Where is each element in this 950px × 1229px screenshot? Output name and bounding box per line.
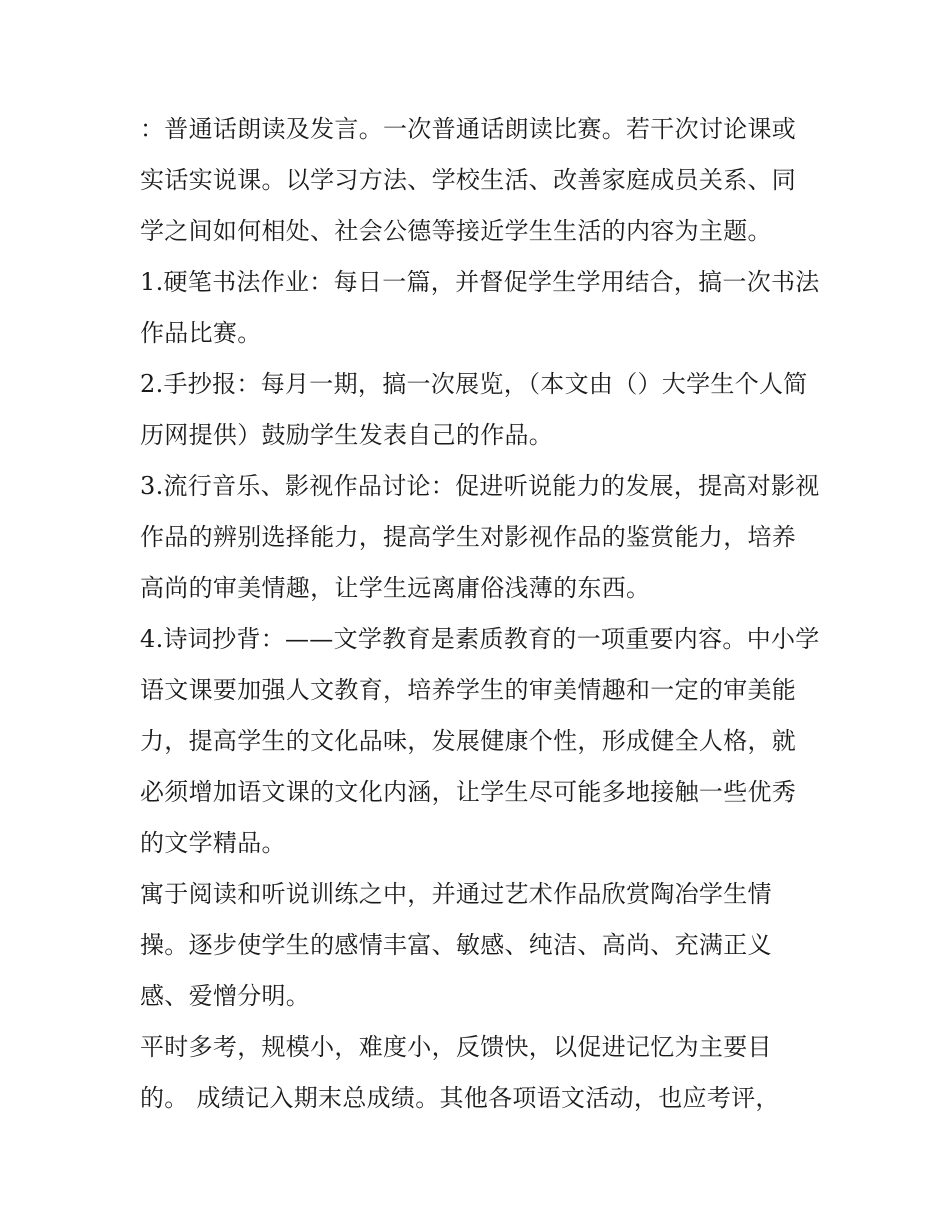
paragraph-poetry-recitation: 4.诗词抄背：——文学教育是素质教育的一项重要内容。中小学语文课要加强人文教育，培养学生的审美情趣和一定的审美能力，提高学生的文化品味，发展健康个性，形成健全人格，就必须增加语文课的文化内涵，让学生尽可能多地接触一些优秀的文学精品。 xyxy=(140,625,820,857)
paragraph-handwritten-newspaper: 2.手抄报：每月一期，搞一次展览，（本文由（）大学生个人简历网提供）鼓励学生发表自己的作品。 xyxy=(140,370,808,449)
paragraph-assessment: 平时多考，规模小，难度小，反馈快，以促进记忆为主要目的。 成绩记入期末总成绩。其他各项语文活动，也应考评， xyxy=(140,1033,780,1112)
paragraph-calligraphy: 1.硬笔书法作业：每日一篇，并督促学生学用结合，搞一次书法作品比赛。 xyxy=(140,268,820,347)
paragraph-aesthetic-education: 寓于阅读和听说训练之中，并通过艺术作品欣赏陶冶学生情操。逐步使学生的感情丰富、敏感、纯洁、高尚、充满正义感、爱憎分明。 xyxy=(140,880,772,1010)
paragraph-music-film-discussion: 3.流行音乐、影视作品讨论：促进听说能力的发展，提高对影视作品的辨别选择能力，提高学生对影视作品的鉴赏能力，培养高尚的审美情趣，让学生远离庸俗浅薄的东西。 xyxy=(140,472,820,602)
document-body xyxy=(140,104,820,1124)
paragraph-putonghua: ：普通话朗读及发言。一次普通话朗读比赛。若干次讨论课或实话实说课。以学习方法、学校生活、改善家庭成员关系、同学之间如何相处、社会公德等接近学生生活的内容为主题。 xyxy=(140,115,797,245)
